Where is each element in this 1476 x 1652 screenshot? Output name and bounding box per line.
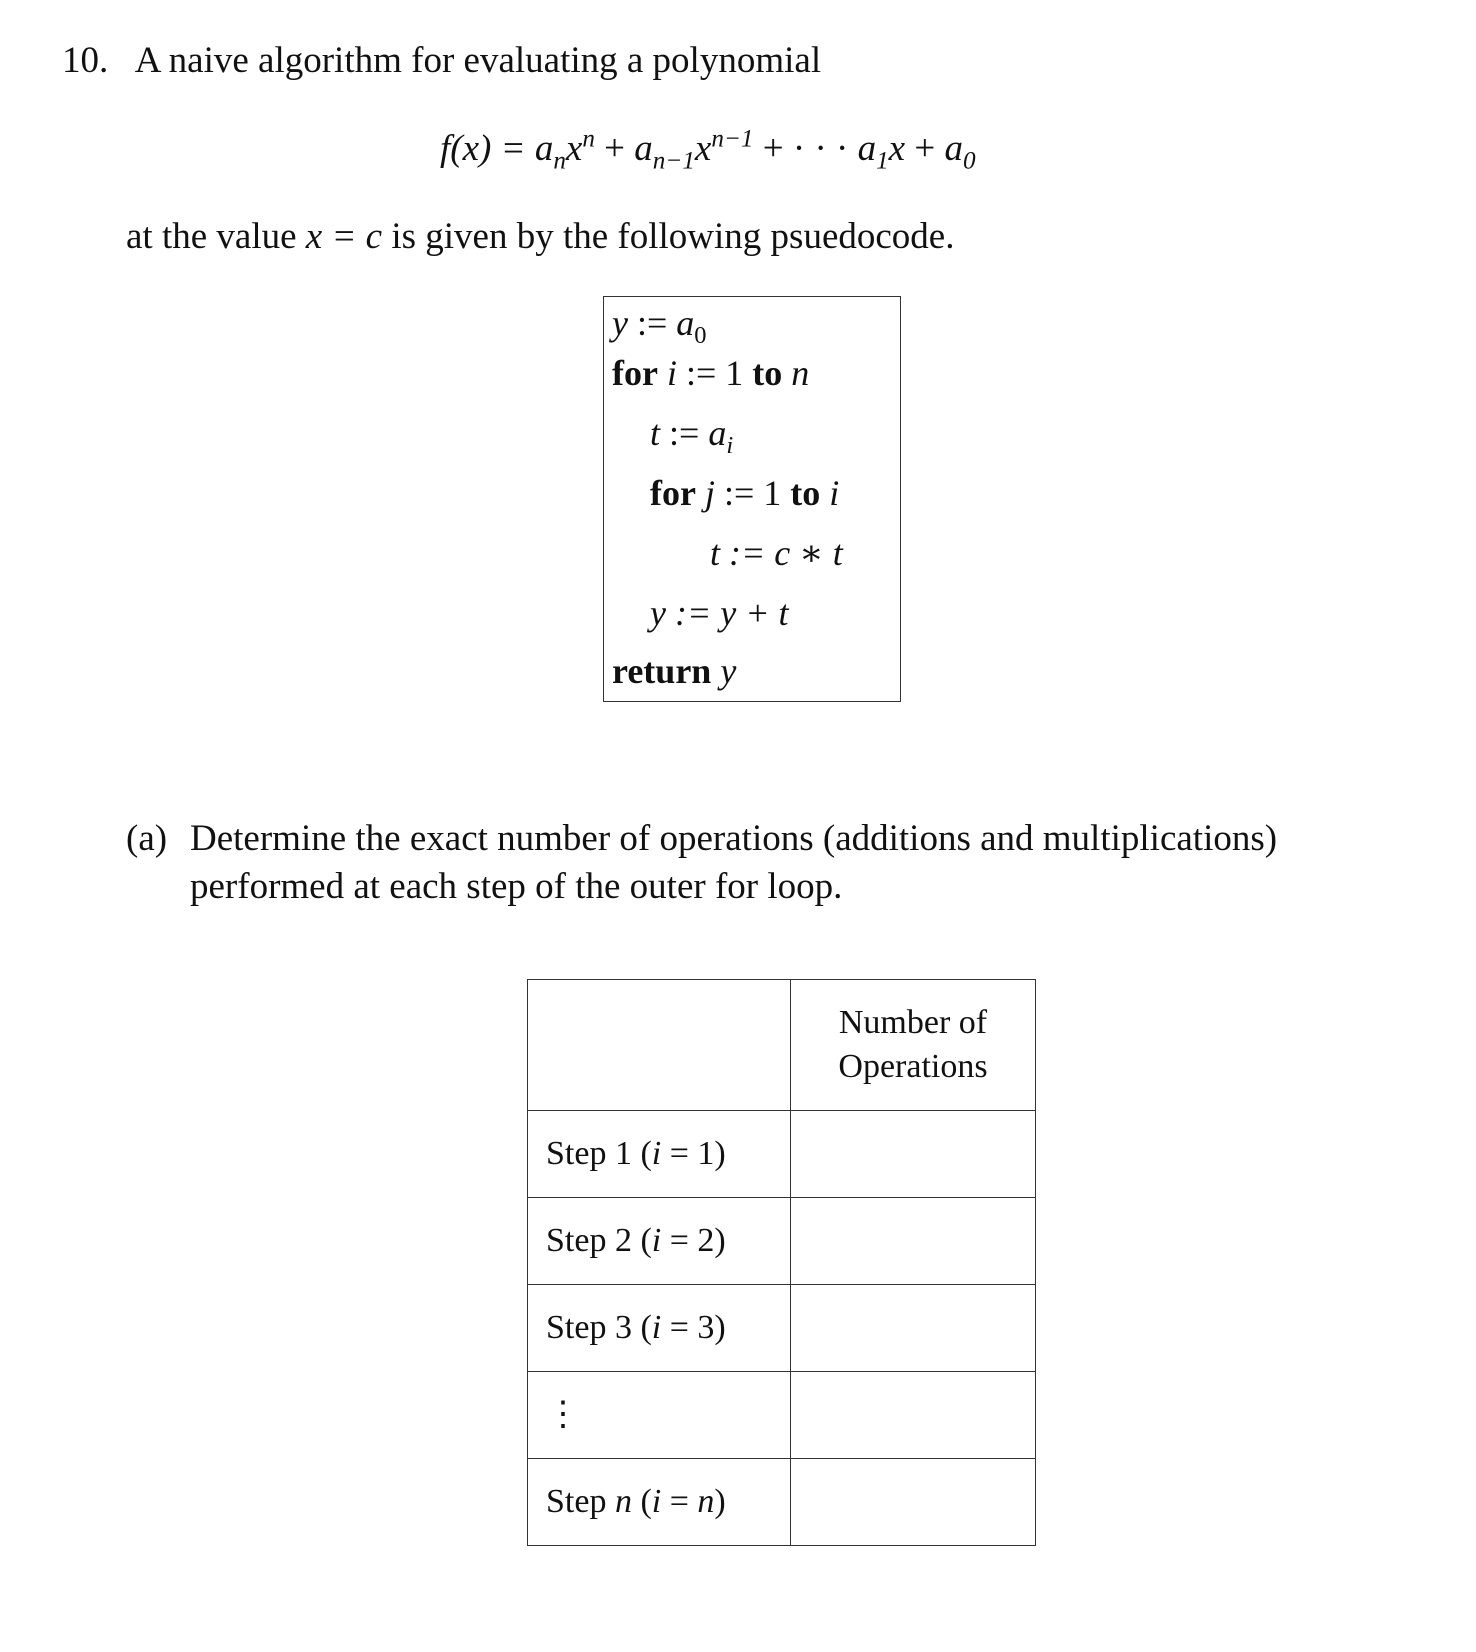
problem-number: 10. [62, 40, 109, 81]
formula-plus-dots: + · · · [762, 128, 849, 169]
operations-answer-cell[interactable] [791, 1198, 1036, 1285]
step-text: = 3) [661, 1309, 726, 1346]
operations-answer-cell[interactable] [791, 1285, 1036, 1372]
formula-exp: n [582, 125, 595, 153]
formula-sub: n−1 [652, 147, 695, 175]
table-header-row [528, 980, 1036, 1111]
code-var: y [720, 651, 737, 691]
formula-plus: + [914, 128, 936, 169]
code-keyword: for [612, 353, 658, 393]
step-var: i [651, 1309, 662, 1346]
code-num: 1 [763, 473, 782, 513]
code-keyword: to [752, 353, 783, 393]
context-math: x = c [305, 216, 383, 257]
problem-header [62, 42, 821, 79]
header-line-2: Operations [838, 1048, 988, 1085]
code-sub: 0 [694, 322, 707, 350]
code-line-1 [612, 303, 707, 350]
formula-var: x [888, 128, 906, 169]
operations-answer-cell[interactable] [791, 1459, 1036, 1546]
table-row [528, 1372, 1036, 1459]
formula-sub: 1 [876, 147, 889, 175]
code-assign: := [723, 473, 755, 513]
header-blank-cell [528, 980, 791, 1111]
context-sentence [126, 218, 954, 255]
code-var: t [650, 413, 661, 453]
code-val: a [676, 303, 695, 343]
step-var: i [651, 1483, 662, 1520]
step-text: Step [546, 1483, 615, 1520]
code-line-3 [650, 413, 734, 460]
step-label [528, 1285, 791, 1372]
step-var: n [614, 1483, 632, 1520]
code-val: a [708, 413, 727, 453]
part-a-line-2: performed at each step of the outer for loop. [190, 866, 843, 907]
code-expr: y := y + t [650, 593, 789, 633]
step-var: i [651, 1135, 662, 1172]
code-line-5 [710, 535, 843, 571]
code-line-7 [612, 653, 736, 689]
step-text: ) [714, 1483, 726, 1520]
code-expr: t := c ∗ t [710, 533, 843, 573]
operations-answer-cell[interactable] [791, 1111, 1036, 1198]
code-keyword: for [650, 473, 696, 513]
step-text: = [661, 1483, 698, 1520]
code-keyword: return [612, 651, 712, 691]
table-row [528, 1285, 1036, 1372]
header-line-1: Number of [838, 1003, 988, 1041]
table-row [528, 1198, 1036, 1285]
vdots-glyph: ⋮ [546, 1396, 580, 1433]
code-line-4 [650, 475, 839, 511]
code-var: j [704, 473, 715, 513]
formula-sub: 0 [962, 147, 976, 175]
formula-term: a [634, 128, 653, 169]
step-var: i [651, 1222, 662, 1259]
step-var: n [697, 1483, 715, 1520]
step-text: = 2) [661, 1222, 726, 1259]
step-label [528, 1111, 791, 1198]
problem-intro: A naive algorithm for evaluating a polynomial [134, 40, 822, 81]
formula-sub: n [553, 147, 566, 175]
step-text: Step 3 ( [546, 1309, 652, 1346]
formula-exp: n−1 [711, 125, 754, 153]
formula-lhs: f(x) = [440, 128, 526, 169]
code-assign: := [669, 413, 700, 453]
formula-var: x [565, 128, 583, 169]
polynomial-formula [440, 125, 976, 175]
code-line-2 [612, 355, 809, 391]
step-label [528, 1198, 791, 1285]
step-text: ( [631, 1483, 652, 1520]
header-operations-cell [791, 980, 1036, 1111]
step-text: Step 1 ( [546, 1135, 652, 1172]
code-var: i [829, 473, 840, 513]
pseudocode-box [603, 296, 901, 702]
code-keyword: to [790, 473, 821, 513]
context-pre: at the value [126, 216, 297, 257]
code-assign: := [685, 353, 717, 393]
table-row [528, 1459, 1036, 1546]
code-assign: := [636, 303, 668, 343]
context-post: is given by the following psuedocode. [391, 216, 955, 257]
part-a-label: (a) [126, 818, 168, 859]
code-var: n [791, 353, 810, 393]
operations-table [527, 979, 1036, 1546]
part-a-line-1: Determine the exact number of operations (additions and multiplications) [190, 818, 1278, 859]
operations-answer-cell[interactable] [791, 1372, 1036, 1459]
step-label [528, 1459, 791, 1546]
code-var: y [612, 303, 628, 343]
formula-plus: + [604, 128, 626, 169]
step-text: Step 2 ( [546, 1222, 652, 1259]
formula-var: x [694, 128, 712, 169]
code-line-6 [650, 595, 789, 631]
formula-term: a [944, 128, 963, 169]
step-label-vdots [528, 1372, 791, 1459]
formula-term: a [857, 128, 877, 169]
step-text: = 1) [661, 1135, 726, 1172]
table-row [528, 1111, 1036, 1198]
code-num: 1 [725, 353, 744, 393]
code-var: i [666, 353, 677, 393]
code-sub: i [726, 432, 734, 460]
formula-term: a [534, 128, 554, 169]
